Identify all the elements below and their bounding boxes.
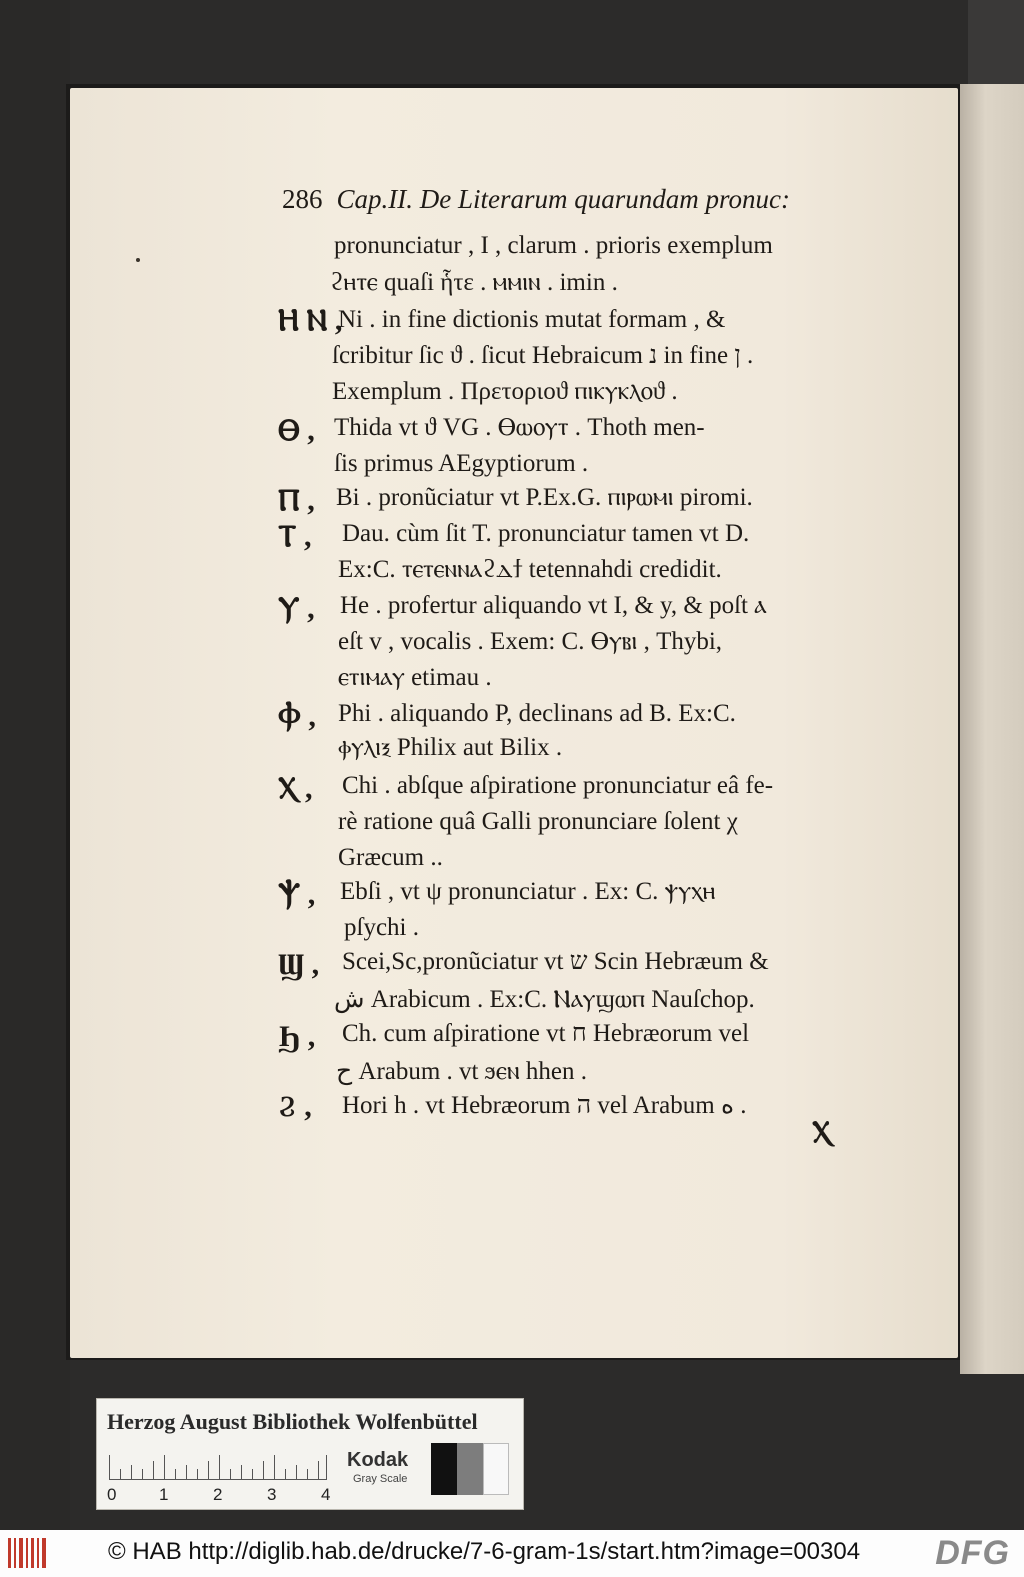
text-line: ح Arabum . vt ϧⲉⲛ hhen . [336,1058,587,1085]
gray-scale-label: Gray Scale [353,1473,408,1485]
text-line: ſis primus AEgyptiorum . [334,450,589,477]
coptic-letter-glyph: Ⲫ , [278,700,316,733]
ruler-label: 1 [159,1485,169,1504]
ruler-label: 2 [213,1485,223,1504]
adjacent-page-edge [960,84,1024,1374]
page-number: 286 [282,184,323,214]
text-line: ⲫⲩⲗⲓⲝ Philix aut Bilix . [338,734,563,761]
text-line: Ex:C. ⲧⲉⲧⲉⲛⲛⲁϩⲇϯ tetennahdi credidit. [338,556,722,583]
coptic-letter-glyph: Ⲡ , [278,484,315,517]
text-line: Ch. cum aſpiratione vt ח Hebræorum vel [342,1020,750,1047]
ink-speck [136,258,140,262]
measurement-ruler [109,1453,327,1480]
ruler-label: 0 [107,1485,117,1504]
running-head-title: Cap.II. De Literarum quarundam pronuc: [336,184,790,214]
scan-backdrop-top [968,0,1024,84]
coptic-letter-glyph: Ⲏ Ⲛ , [278,304,343,337]
kodak-logo: Kodak [347,1449,409,1471]
running-header [282,184,882,224]
catchword: Ⲭ [812,1116,832,1149]
text-line: He . profertur aliquando vt I, & y, & poſt ⲁ [340,592,767,619]
text-line: ⲉⲧⲓⲙⲁⲩ etimau . [338,664,492,691]
text-line: Ni . in fine dictionis mutat formam , & [338,306,726,333]
coptic-letter-glyph: Ⲯ , [278,878,316,911]
coptic-letter-glyph: Ⲩ , [278,592,315,625]
text-line: Phi . aliquando P, declinans ad B. Ex:C. [338,700,736,727]
gray-swatch-white [483,1443,509,1495]
text-line: pronunciatur , I , clarum . prioris exemplum [334,232,773,259]
text-line: Græcum .. [338,844,443,871]
text-line: Exemplum . Πρετοριοϑ ⲡⲓⲕⲩⲕⲗⲟϑ . [332,378,678,405]
text-line: ش Arabicum . Ex:C. Ⲛⲁⲩϣⲱⲡ Nauſchop. [334,986,755,1013]
ruler-label: 4 [321,1485,331,1504]
hab-barcode-icon [8,1538,48,1568]
ruler-scale-labels [107,1485,337,1505]
text-line: Hori h . vt Hebræorum ה vel Arabum ه . [342,1092,747,1119]
coptic-letter-glyph: Ⲭ , [278,772,313,805]
ruler-label: 3 [267,1485,277,1504]
text-line: eſt v , vocalis . Exem: C. Ⲑⲩⲃⲓ , Thybi, [338,628,723,655]
text-line: Chi . abſque aſpiratione pronunciatur eâ fe- [342,772,774,799]
coptic-letter-glyph: Ⲑ , [278,414,315,447]
coptic-letter-glyph: Ⲧ , [278,520,312,553]
text-line: pſychi . [344,914,419,941]
text-line: Bi . pronũciatur vt P.Ex.G. ⲡⲓⲣⲱⲙⲓ piromi. [336,484,753,511]
gray-swatch-black [431,1443,457,1495]
text-line: Ebſi , vt ψ pronunciatur . Ex: C. ⲯⲩⲭⲏ [340,878,716,905]
coptic-letter-glyph: Ϣ , [278,948,320,981]
copyright-url-link[interactable]: © HAB http://diglib.hab.de/drucke/7-6-gram-1s/start.htm?image=00304 [108,1538,861,1565]
coptic-letter-glyph: Ϩ , [278,1090,312,1123]
card-title: Herzog August Bibliothek Wolfenbüttel [107,1409,478,1434]
text-line: Scei,Sc,pronũciatur vt ש Scin Hebræum & [342,948,769,975]
viewer-footer [0,1530,1024,1577]
color-calibration-card [96,1398,524,1510]
dfg-logo: DFG [935,1534,1010,1572]
text-line: Dau. cùm ſit T. pronunciatur tamen vt D. [342,520,750,547]
text-line: rè ratione quâ Galli pronunciare ſolent χ [338,808,738,835]
gray-swatch-mid [457,1443,483,1495]
coptic-letter-glyph: Ϧ , [278,1020,316,1053]
text-line: ſcribitur ſic ϑ . ſicut Hebraicum נ in fine ן . [332,342,754,369]
scan-backdrop [0,0,70,1530]
text-line: ϩⲏⲧⲉ quaſi ἧτε . ⲙⲙⲓⲛ . imin . [330,269,618,296]
text-line: Thida vt ϑ VG . Ⲑⲱⲟⲩⲧ . Thoth men- [334,414,705,441]
